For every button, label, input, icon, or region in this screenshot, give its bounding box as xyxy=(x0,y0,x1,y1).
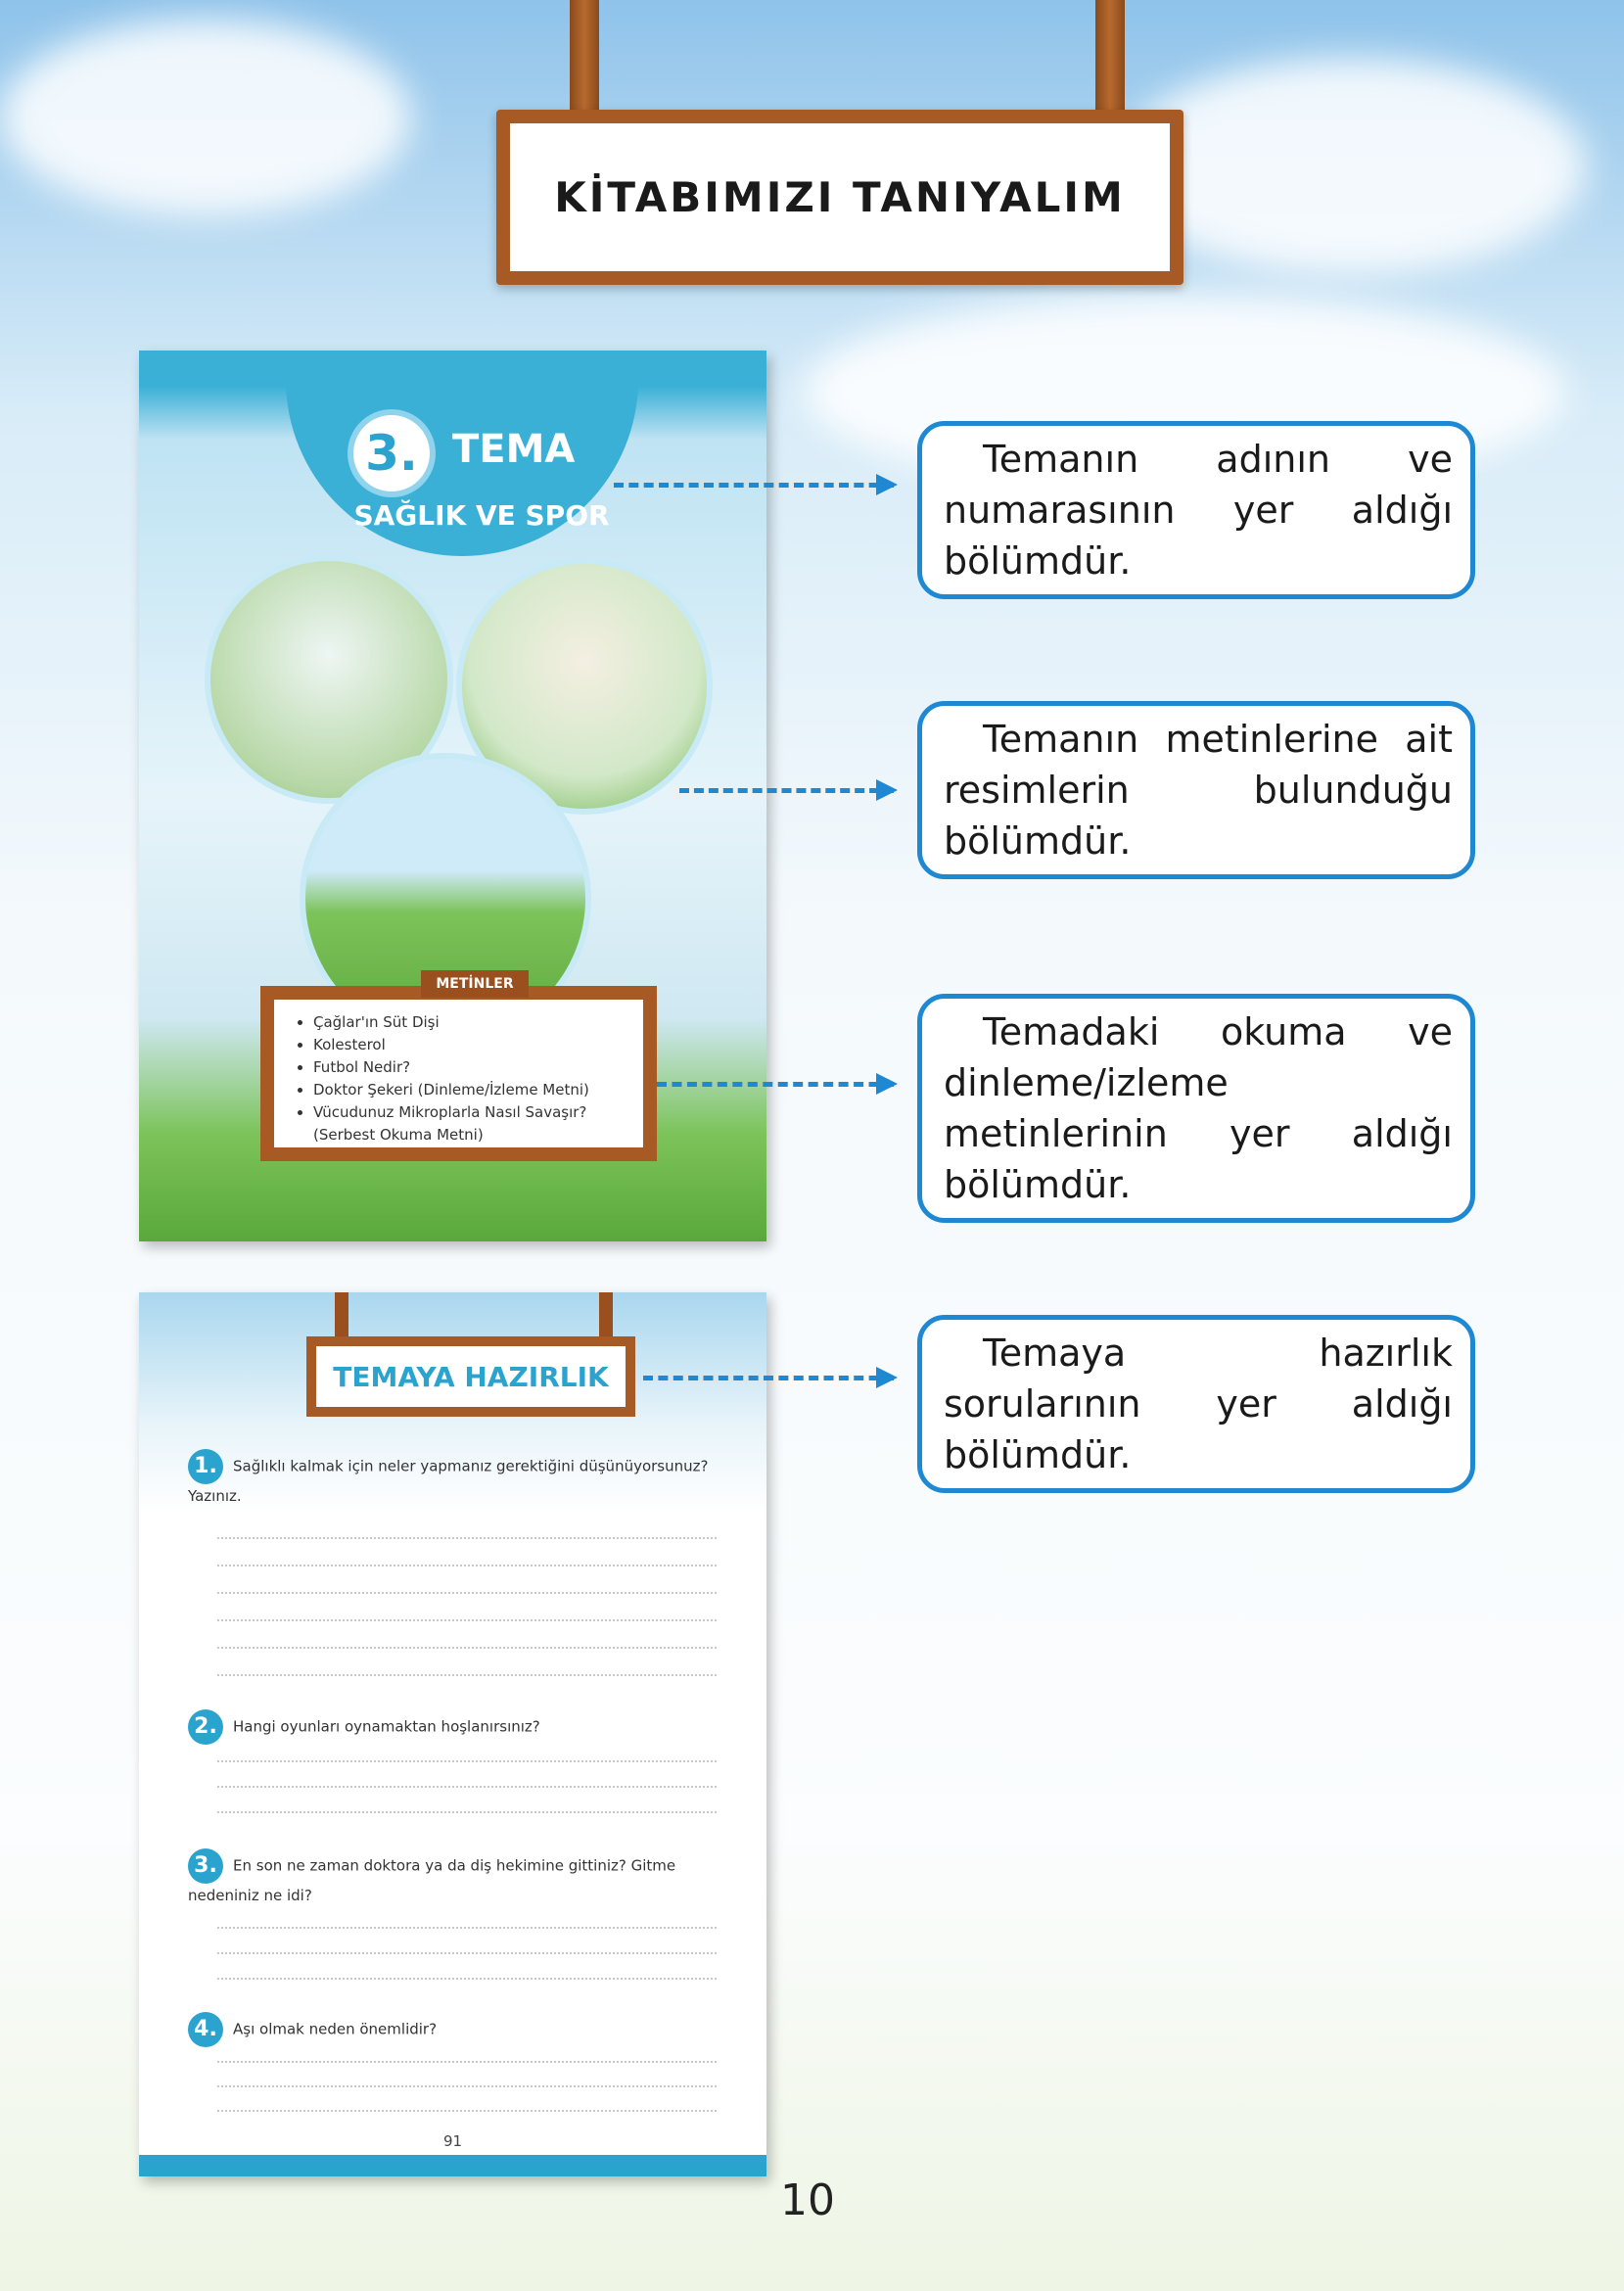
sign-post xyxy=(599,1292,613,1341)
answer-line xyxy=(217,1674,717,1676)
answer-line xyxy=(217,1786,717,1788)
answer-line xyxy=(217,1619,717,1621)
text-item: • Vücudunuz Mikroplarla Nasıl Savaşır? (Serbest Okuma Metni) xyxy=(313,1101,643,1146)
theme-name: SAĞLIK VE SPOR xyxy=(353,499,610,532)
answer-line xyxy=(217,1952,717,1954)
question-number: 3. xyxy=(188,1848,223,1884)
text-item: • Doktor Şekeri (Dinleme/İzleme Metni) xyxy=(313,1079,643,1101)
question-text: Sağlıklı kalmak için neler yapmanız gerektiğini düşünüyorsunuz? Yazınız. xyxy=(188,1457,709,1505)
theme-number: 3. xyxy=(348,409,436,497)
texts-board xyxy=(260,976,657,1161)
footer-bar xyxy=(139,2155,766,2176)
preview-page-number: 91 xyxy=(442,2132,463,2150)
callout-theme-pictures: Temanın metinlerine ait resimlerin bulunduğu bölümdür. xyxy=(917,701,1475,879)
cloud xyxy=(0,20,411,215)
question-2 xyxy=(188,1709,717,1745)
question-number: 4. xyxy=(188,2012,223,2047)
arrow-icon xyxy=(614,483,894,488)
question-number: 2. xyxy=(188,1709,223,1745)
arrow-icon xyxy=(679,788,894,793)
question-number: 1. xyxy=(188,1449,223,1484)
arrow-icon xyxy=(643,1376,894,1380)
answer-line xyxy=(217,1647,717,1649)
question-4 xyxy=(188,2012,717,2047)
theme-label: TEMA xyxy=(452,427,576,472)
sign-post xyxy=(1095,0,1125,117)
text-item: • Çağlar'ın Süt Dişi xyxy=(313,1011,643,1034)
question-text: Aşı olmak neden önemlidir? xyxy=(233,2020,438,2038)
header-sign xyxy=(496,110,1183,285)
question-1 xyxy=(188,1449,717,1508)
texts-title: METİNLER xyxy=(421,970,529,998)
answer-line xyxy=(217,1927,717,1929)
sign-post xyxy=(570,0,599,117)
question-3 xyxy=(188,1848,717,1907)
sign-post xyxy=(335,1292,348,1341)
answer-line xyxy=(217,2061,717,2063)
preparation-page-preview xyxy=(139,1292,766,2176)
cloud xyxy=(1116,59,1586,274)
question-text: En son ne zaman doktora ya da diş hekimine gittiniz? Gitme nedeniniz ne idi? xyxy=(188,1856,676,1904)
callout-theme-texts: Temadaki okuma ve dinleme/izleme metinlerinin yer aldığı bölümdür. xyxy=(917,994,1475,1223)
answer-line xyxy=(217,1592,717,1594)
question-text: Hangi oyunları oynamaktan hoşlanırsınız? xyxy=(233,1717,540,1736)
callout-theme-name: Temanın adının ve numarasının yer aldığı bölümdür. xyxy=(917,421,1475,599)
answer-line xyxy=(217,1811,717,1813)
texts-list xyxy=(274,1000,643,1146)
text-item: • Futbol Nedir? xyxy=(313,1056,643,1079)
page-title: KİTABIMIZI TANIYALIM xyxy=(554,173,1126,221)
answer-line xyxy=(217,1760,717,1762)
page-number: 10 xyxy=(780,2175,835,2225)
callout-preparation: Temaya hazırlık sorularının yer aldığı bölümdür. xyxy=(917,1315,1475,1493)
answer-line xyxy=(217,2110,717,2112)
answer-line xyxy=(217,2085,717,2087)
answer-line xyxy=(217,1565,717,1566)
preparation-title: TEMAYA HAZIRLIK xyxy=(306,1336,635,1417)
answer-line xyxy=(217,1978,717,1980)
arrow-icon xyxy=(657,1082,894,1087)
answer-line xyxy=(217,1537,717,1539)
text-item: • Kolesterol xyxy=(313,1034,643,1056)
